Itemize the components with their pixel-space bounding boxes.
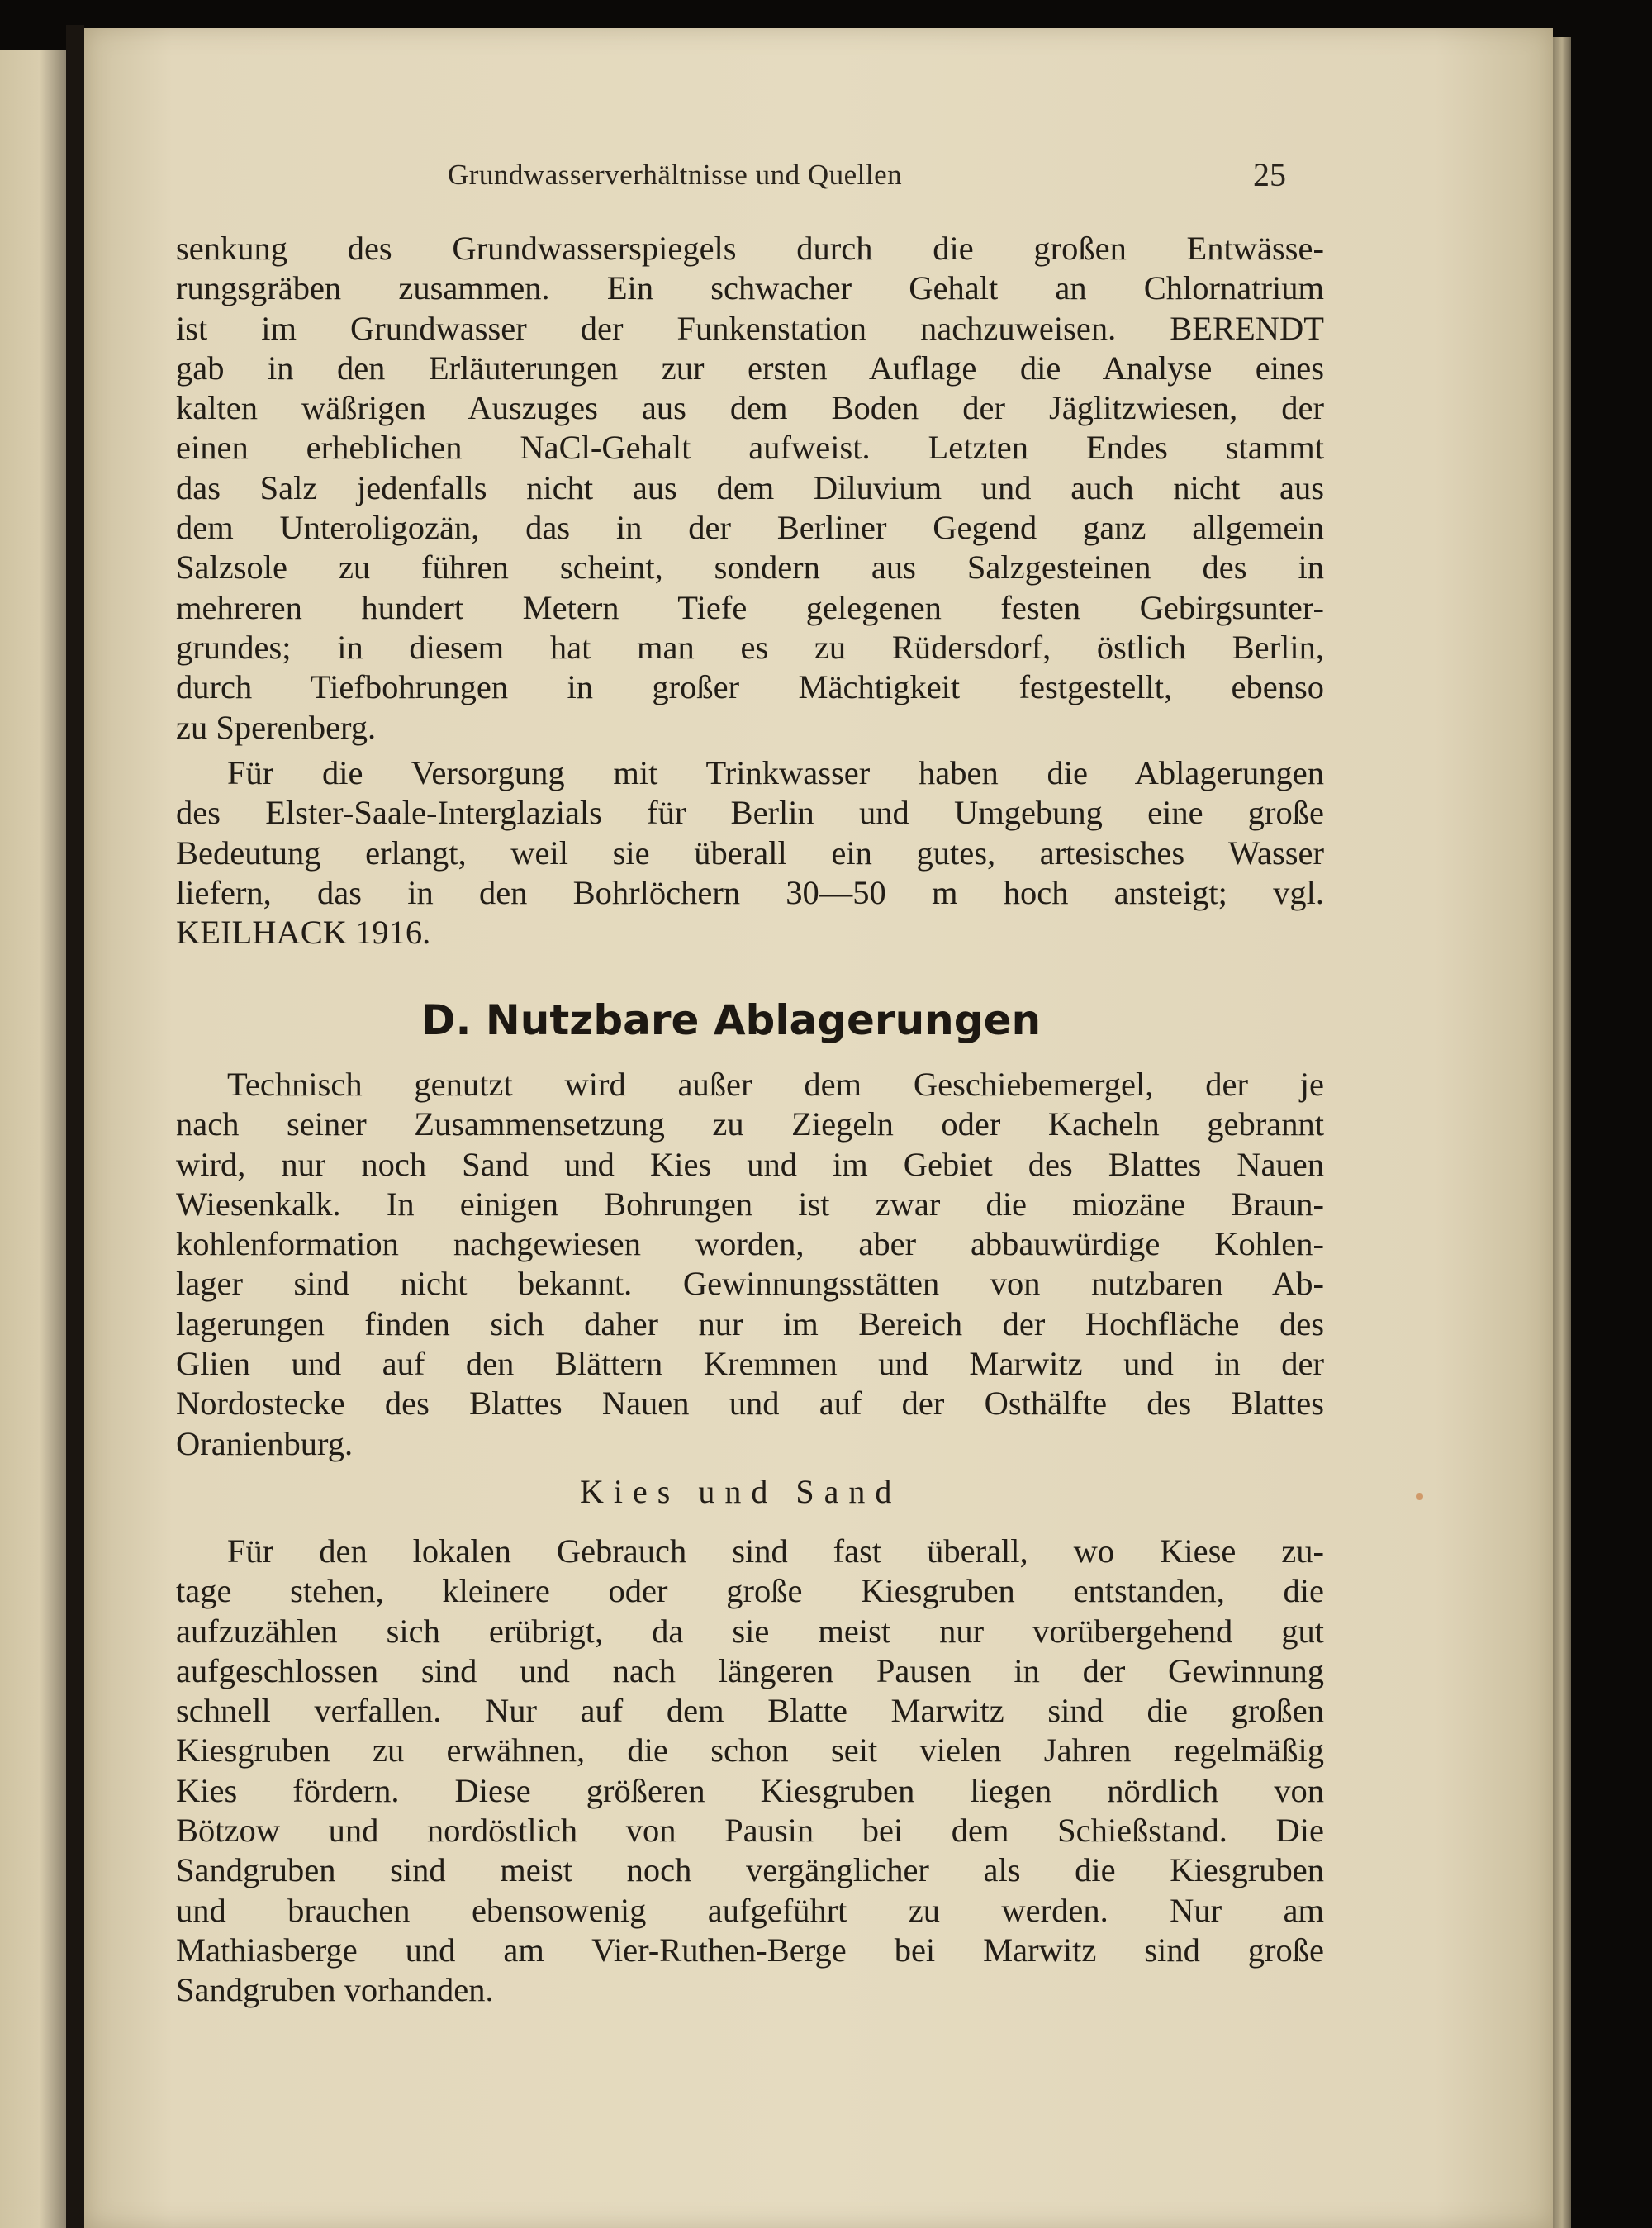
text-line: lagerungen finden sich daher nur im Bereich der Hochfläche des <box>176 1304 1324 1342</box>
text-line: lager sind nicht bekannt. Gewinnungsstätten von nutzbaren Ab- <box>176 1265 1324 1303</box>
text-line: aufgeschlossen sind und nach längeren Pausen in der Gewinnung <box>176 1651 1324 1689</box>
text-line: zu Sperenberg. <box>176 708 377 746</box>
book-gutter <box>66 25 84 2228</box>
paragraph-drinking-water <box>176 753 1324 952</box>
text-line: senkung des Grundwasserspiegels durch die großen Entwässe- <box>176 230 1324 267</box>
text-line: Nordostecke des Blattes Nauen und auf der Osthälfte des Blattes <box>176 1385 1324 1423</box>
text-line: Für den lokalen Gebrauch sind fast überall, wo Kiese zu- <box>227 1532 1324 1570</box>
text-line: Technisch genutzt wird außer dem Geschiebemergel, der je <box>227 1066 1324 1103</box>
text-line: Bötzow und nordöstlich von Pausin bei dem Schießstand. Die <box>176 1812 1324 1850</box>
text-line: Bedeutung erlangt, weil sie überall ein gutes, artesisches Wasser <box>176 834 1324 872</box>
text-line: durch Tiefbohrungen in großer Mächtigkeit festgestellt, ebenso <box>176 668 1324 706</box>
section-heading: D. Nutzbare Ablagerungen <box>421 996 1042 1044</box>
text-line: kohlenformation nachgewiesen worden, aber abbauwürdige Kohlen- <box>176 1225 1324 1263</box>
text-line: und brauchen ebensowenig aufgeführt zu werden. Nur am <box>176 1891 1324 1929</box>
text-line: Salzsole zu führen scheint, sondern aus Salzgesteinen des in <box>176 549 1324 587</box>
text-line: KEILHACK 1916. <box>176 914 431 952</box>
running-title: Grundwasserverhältnisse und Quellen <box>448 159 903 191</box>
paragraph-usable-deposits <box>176 1065 1324 1464</box>
text-line: Kies fördern. Diese größeren Kiesgruben liegen nördlich von <box>176 1771 1324 1809</box>
text-line: wird, nur noch Sand und Kies und im Gebiet des Blattes Nauen <box>176 1145 1324 1183</box>
page-stack-edge <box>1553 37 1571 2228</box>
text-line: kalten wäßrigen Auszuges aus dem Boden der Jäglitzwiesen, der <box>176 389 1324 427</box>
text-line: Glien und auf den Blättern Kremmen und Marwitz und in der <box>176 1345 1324 1383</box>
text-line: rungsgräben zusammen. Ein schwacher Gehalt an Chlornatrium <box>176 269 1324 307</box>
paragraph-groundwater-salt <box>176 229 1324 748</box>
text-line: schnell verfallen. Nur auf dem Blatte Marwitz sind die großen <box>176 1692 1324 1730</box>
text-line: das Salz jedenfalls nicht aus dem Diluvium und auch nicht aus <box>176 468 1324 506</box>
text-line: gab in den Erläuterungen zur ersten Auflage die Analyse eines <box>176 349 1324 387</box>
text-line: ist im Grundwasser der Funkenstation nachzuweisen. BERENDT <box>176 309 1324 347</box>
text-line: Sandgruben sind meist noch vergänglicher als die Kiesgruben <box>176 1851 1324 1889</box>
text-line: einen erheblichen NaCl-Gehalt aufweist. Letzten Endes stammt <box>176 429 1324 467</box>
page-number: 25 <box>1253 156 1286 193</box>
text-line: des Elster-Saale-Interglazials für Berlin und Umgebung eine große <box>176 794 1324 832</box>
text-line: aufzuzählen sich erübrigt, da sie meist nur vorübergehend gut <box>176 1612 1324 1650</box>
subsection-heading: Kies und Sand <box>580 1473 902 1510</box>
text-line: mehreren hundert Metern Tiefe gelegenen festen Gebirgsunter- <box>176 588 1324 626</box>
page-header <box>84 156 1553 200</box>
paragraph-gravel-sand <box>176 1532 1324 2011</box>
paper-speck <box>1416 1493 1423 1500</box>
facing-page-edge <box>0 50 66 2228</box>
text-line: Oranienburg. <box>176 1424 354 1462</box>
text-line: Kiesgruben zu erwähnen, die schon seit vielen Jahren regelmäßig <box>176 1732 1324 1770</box>
text-line: Für die Versorgung mit Trinkwasser haben die Ablagerungen <box>227 754 1324 791</box>
text-line: Mathiasberge und am Vier-Ruthen-Berge bei Marwitz sind große <box>176 1931 1324 1969</box>
text-line: dem Unteroligozän, das in der Berliner Gegend ganz allgemein <box>176 509 1324 547</box>
text-line: grundes; in diesem hat man es zu Rüdersdorf, östlich Berlin, <box>176 628 1324 666</box>
text-line: Sandgruben vorhanden. <box>176 1971 494 2009</box>
text-line: liefern, das in den Bohrlöchern 30—50 m hoch ansteigt; vgl. <box>176 873 1324 911</box>
book-page <box>84 28 1553 2228</box>
text-line: nach seiner Zusammensetzung zu Ziegeln oder Kacheln gebrannt <box>176 1105 1324 1143</box>
text-line: Wiesenkalk. In einigen Bohrungen ist zwar die miozäne Braun- <box>176 1185 1324 1223</box>
text-line: tage stehen, kleinere oder große Kiesgruben entstanden, die <box>176 1572 1324 1610</box>
